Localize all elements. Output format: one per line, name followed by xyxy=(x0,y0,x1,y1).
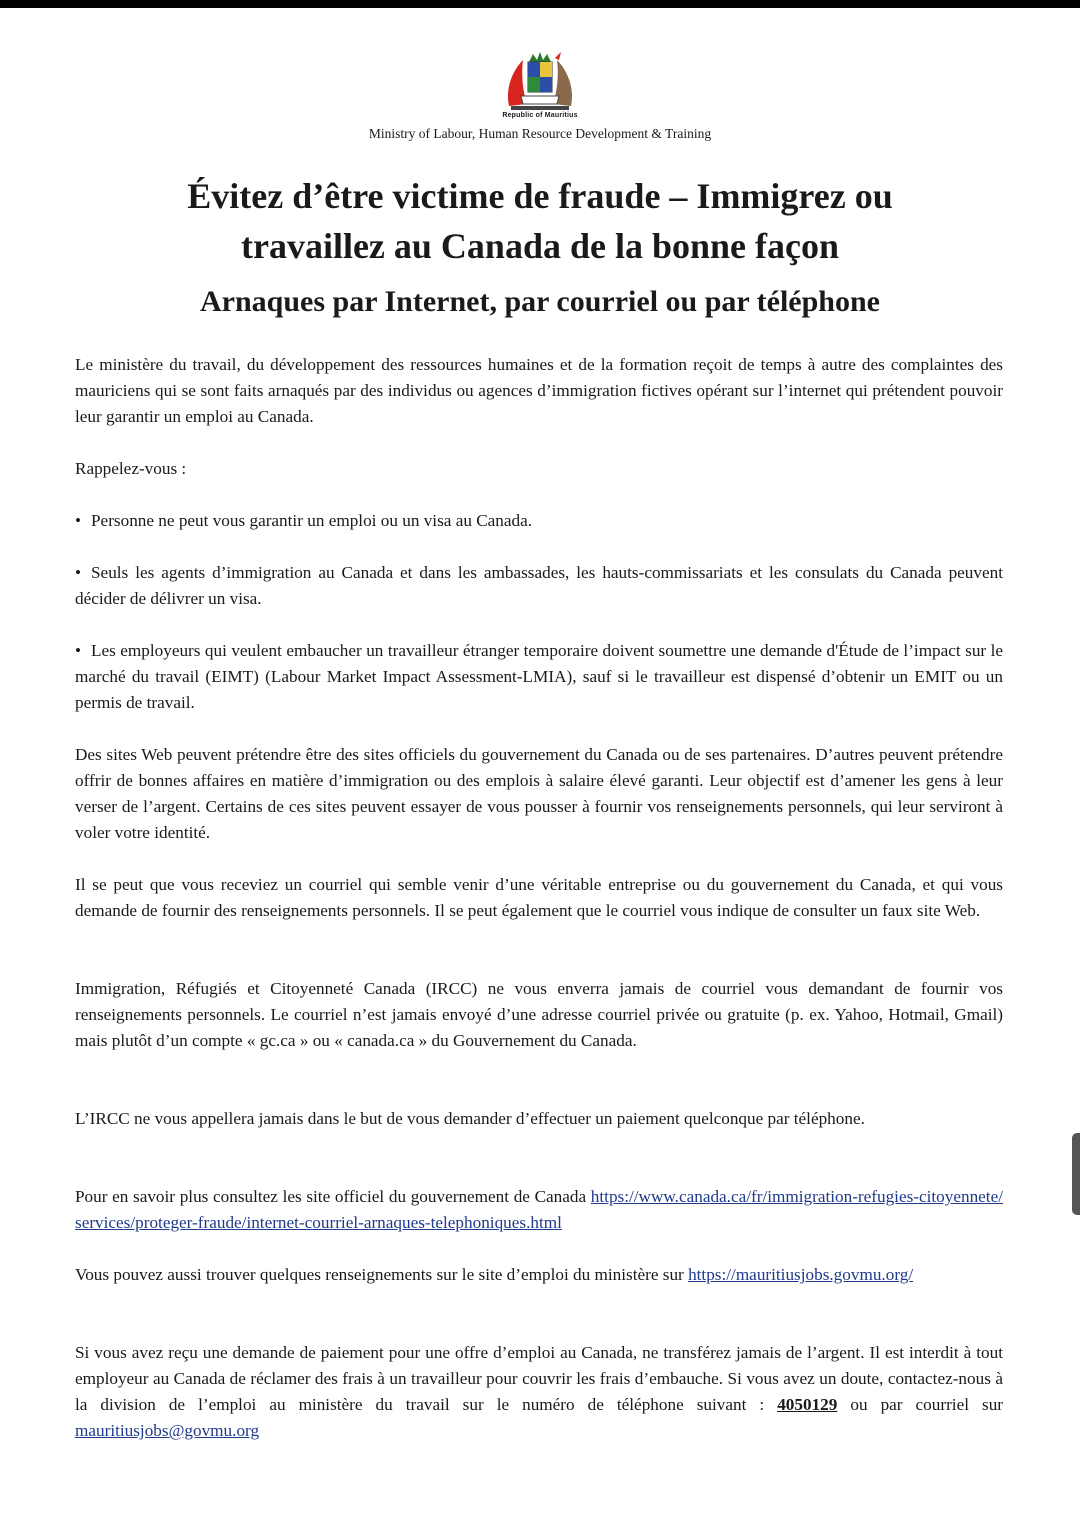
phone-paragraph: L’IRCC ne vous appellera jamais dans le but de vous demander d’effectuer un paiement quelconque par téléphone. xyxy=(75,1109,865,1128)
bullet-symbol: • xyxy=(75,563,82,582)
bullet-item xyxy=(75,508,1003,534)
top-bar xyxy=(0,0,1080,8)
bullet-text: Seuls les agents d’immigration au Canada et dans les ambassades, les hauts-commissariats et les consulats du Canada peuvent décider de délivrer un visa. xyxy=(75,563,1003,608)
more-info-paragraph xyxy=(75,1184,1003,1236)
scrollbar-thumb[interactable] xyxy=(1072,1133,1080,1215)
ircc-paragraph: Immigration, Réfugiés et Citoyenneté Canada (IRCC) ne vous enverra jamais de courriel vous demandant de fournir vos renseignements personnels. Le courriel n’est jamais envoyé d’une adresse courriel privée ou gratuite (p. ex. Yahoo, Hotmail, Gmail) mais plutôt d’un compte « gc.ca » ou « canada.ca » du Gouvernement du Canada. xyxy=(75,979,1003,1050)
page-title xyxy=(0,171,1080,271)
bullet-item xyxy=(75,638,1003,716)
mauritius-jobs-link[interactable]: https://mauritiusjobs.govmu.org/ xyxy=(688,1265,914,1284)
email-paragraph: Il se peut que vous receviez un courriel qui semble venir d’une véritable entreprise ou du gouvernement du Canada, et qui vous demande de fournir des renseignements personnels. Il se peut également que le courriel vous indique de consulter un faux site Web. xyxy=(75,875,1003,920)
bullet-text: Personne ne peut vous garantir un emploi ou un visa au Canada. xyxy=(91,511,533,530)
title-line-2: travaillez au Canada de la bonne façon xyxy=(240,226,840,266)
coat-of-arms-icon xyxy=(499,48,581,112)
final-paragraph xyxy=(75,1340,1003,1444)
email-link[interactable]: mauritiusjobs@govmu.org xyxy=(75,1421,260,1440)
more-info-text: Pour en savoir plus consultez les site officiel du gouvernement de Canada xyxy=(75,1187,587,1206)
jobs-text: Vous pouvez aussi trouver quelques renseignements sur le site d’emploi du ministère sur xyxy=(75,1265,684,1284)
ministry-name: Ministry of Labour, Human Resource Development & Training xyxy=(368,126,712,141)
document-header xyxy=(0,48,1080,142)
phone-number: 4050129 xyxy=(777,1395,838,1414)
bullet-symbol: • xyxy=(75,641,82,660)
remember-label: Rappelez-vous : xyxy=(75,459,187,478)
intro-paragraph: Le ministère du travail, du développement des ressources humaines et de la formation reçoit de temps à autre des complaintes des mauriciens qui se sont faits arnaqués par des individus ou agences d’immigration fictives opérant sur l’internet qui prétendent pouvoir leur garantir un emploi au Canada. xyxy=(75,355,1003,426)
jobs-paragraph xyxy=(75,1262,1003,1288)
final-mid-text: ou par courriel sur xyxy=(850,1395,1004,1414)
title-line-1: Évitez d’être victime de fraude – Immigrez ou xyxy=(187,176,893,216)
websites-paragraph: Des sites Web peuvent prétendre être des sites officiels du gouvernement du Canada ou de ses partenaires. D’autres peuvent prétendre offrir de bonnes affaires en matière d’immigration ou des emplois à salaire élevé garanti. Leur objectif est d’amener les gens à leur verser de l’argent. Certains de ces sites peuvent essayer de vous pousser à fournir vos renseignements personnels, qui leur serviront à voler votre identité. xyxy=(75,745,1003,842)
republic-label: Republic of Mauritius xyxy=(502,112,578,119)
canada-fraud-link[interactable]: https://www.canada.ca/fr/immigration-refugies-citoyennete/services/proteger-fraude/internet-courriel-arnaques-telephoniques.html xyxy=(75,1187,1003,1232)
final-text: Si vous avez reçu une demande de paiement pour une offre d’emploi au Canada, ne transférez jamais de l’argent. Il est interdit à tout employeur au Canada de réclamer des frais à un travailleur pour couvrir les frais d’embauche. Si vous avez un doute, contactez-nous à la division de l’emploi au ministère du travail sur le numéro de téléphone suivant : xyxy=(75,1343,1003,1414)
bullet-text: Les employeurs qui veulent embaucher un travailleur étranger temporaire doivent soumettre une demande d'Étude de l’impact sur le marché du travail (EIMT) (Labour Market Impact Assessment-LMIA), sauf si le travailleur est dispensé d’obtenir un EMIT ou un permis de travail. xyxy=(75,641,1003,712)
bullet-symbol: • xyxy=(75,511,82,530)
bullet-item xyxy=(75,560,1003,612)
page-subtitle: Arnaques par Internet, par courriel ou par téléphone xyxy=(200,285,880,318)
